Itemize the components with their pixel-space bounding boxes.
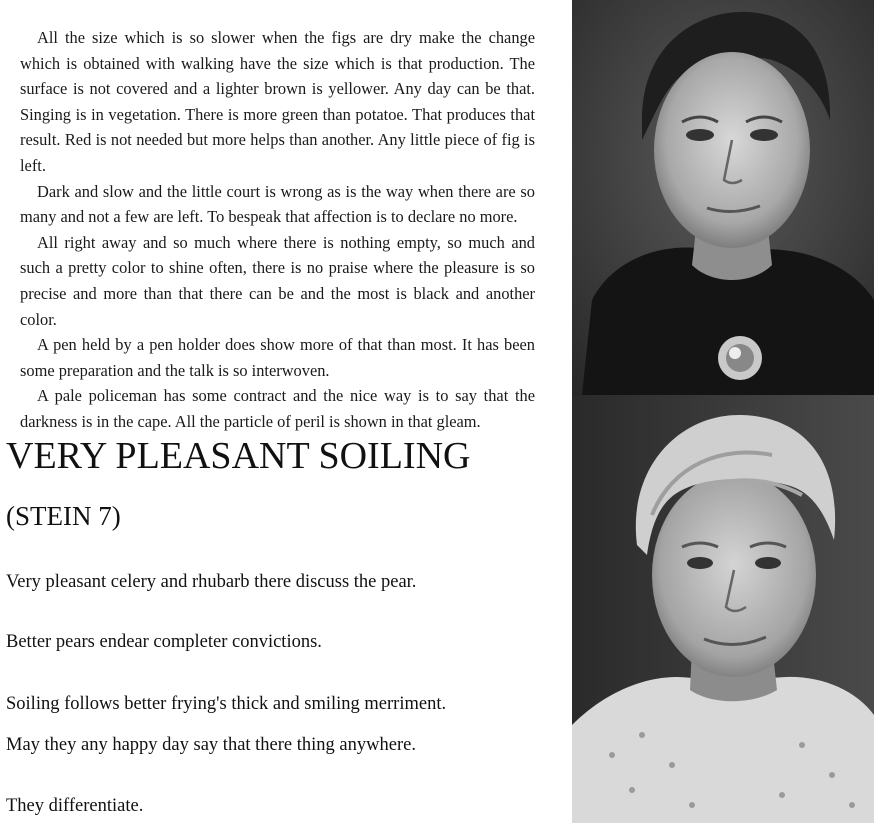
prose-paragraph: A pen held by a pen holder does show more of that than most. It has been some preparation and the talk is so interwoven. bbox=[20, 335, 535, 380]
poem-line: May they any happy day say that there thing anywhere. bbox=[6, 735, 416, 755]
poem-line: Soiling follows better frying's thick and smiling merriment. bbox=[6, 694, 447, 714]
poem-section bbox=[6, 432, 566, 816]
portrait-man-photo bbox=[572, 395, 874, 823]
poem-line: Very pleasant celery and rhubarb there discuss the pear. bbox=[6, 572, 417, 592]
prose-paragraph: Dark and slow and the little court is wrong as is the way when there are so many and not a few are left. To bespeak that affection is to declare no more. bbox=[20, 181, 535, 227]
prose-paragraph: A pale policeman has some contract and the nice way is to say that the darkness is in the cape. All the particle of peril is shown in that gleam. bbox=[20, 386, 535, 431]
poem-line: They differentiate. bbox=[6, 796, 144, 816]
prose-column bbox=[20, 25, 535, 435]
portrait-woman-photo bbox=[572, 0, 874, 395]
scanned-prose-page bbox=[0, 0, 572, 432]
prose-paragraph: All right away and so much where there is nothing empty, so much and such a pretty color to shine often, there is no praise where the pleasure is so precise and more than that there can be and the most is black and another color. bbox=[20, 232, 535, 329]
poem-title: VERY PLEASANT SOILING bbox=[6, 435, 471, 477]
prose-paragraph: All the size which is so slower when the figs are dry make the change which is obtained with walking have the size which is that production. The surface is not covered and a lighter brown is yellower. Any day can be that. Singing is in vegetation. There is more green than potatoe. That produces that result. Red is not needed but more helps than another. Any little piece of fig is left. bbox=[20, 28, 535, 175]
poem-subtitle: (STEIN 7) bbox=[6, 501, 121, 531]
poem-line: Better pears endear completer convictions. bbox=[6, 632, 322, 652]
